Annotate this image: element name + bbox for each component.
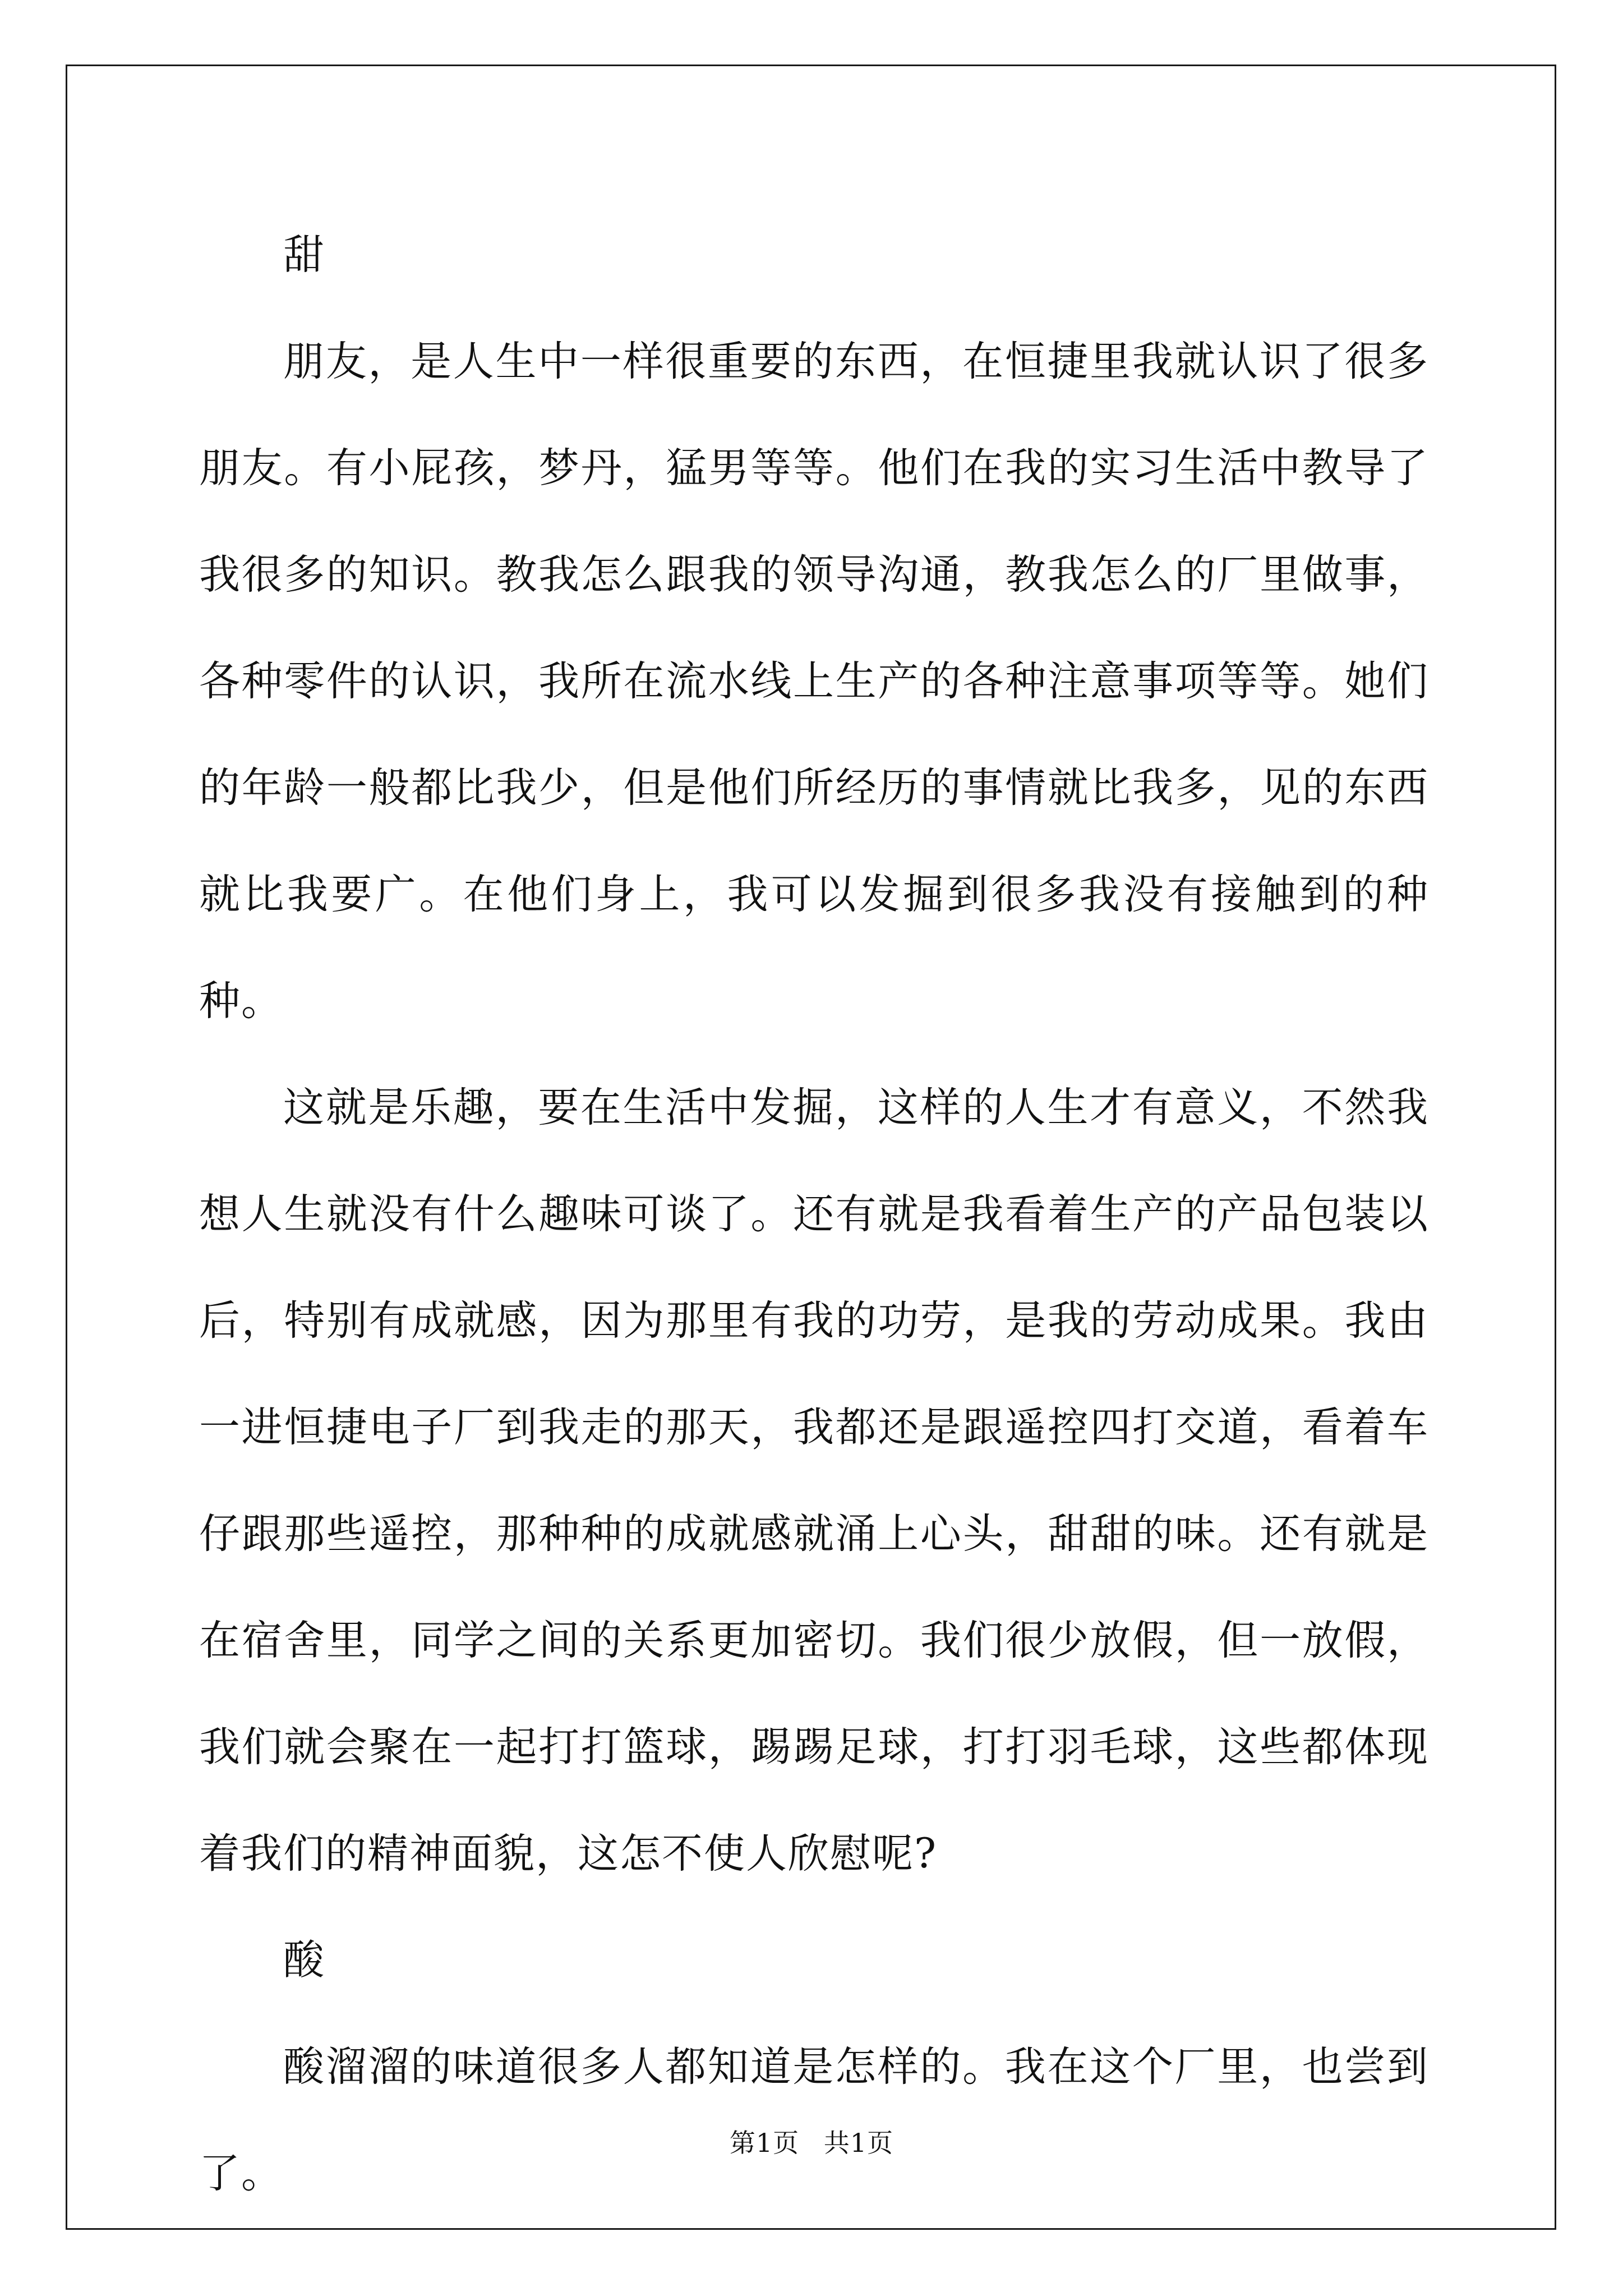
paragraph-sour: 酸溜溜的味道很多人都知道是怎样的。我在这个厂里，也尝到了。 [199, 2043, 1429, 2197]
page-total: 共1页 [823, 2128, 894, 2158]
section-heading-sour: 酸 [283, 1936, 325, 1984]
page-number: 第1页 [729, 2128, 800, 2158]
document-body [199, 202, 1429, 2227]
page-footer [0, 2126, 1623, 2160]
paragraph-friends: 朋友，是人生中一样很重要的东西，在恒捷里我就认识了很多朋友。有小屁孩，梦丹，猛男等等。他们在我的实习生活中教导了我很多的知识。教我怎么跟我的领导沟通，教我怎么的厂里做事，各种零件的认识，我所在流水线上生产的各种注意事项等等。她们的年龄一般都比我少，但是他们所经历的事情就比我多，见的东西就比我要广。在他们身上，我可以发掘到很多我没有接触到的种种。 [199, 338, 1429, 1025]
section-heading-sweet: 甜 [283, 231, 325, 279]
paragraph-fun: 这就是乐趣，要在生活中发掘，这样的人生才有意义，不然我想人生就没有什么趣味可谈了。还有就是我看着生产的产品包装以后，特别有成就感，因为那里有我的功劳，是我的劳动成果。我由一进恒捷电子厂到我走的那天，我都还是跟遥控四打交道，看着车仔跟那些遥控，那种种的成就感就涌上心头，甜甜的味。还有就是在宿舍里，同学之间的关系更加密切。我们很少放假，但一放假，我们就会聚在一起打打篮球，踢踢足球，打打羽毛球，这些都体现着我们的精神面貌，这怎不使人欣慰呢? [199, 1084, 1429, 1878]
